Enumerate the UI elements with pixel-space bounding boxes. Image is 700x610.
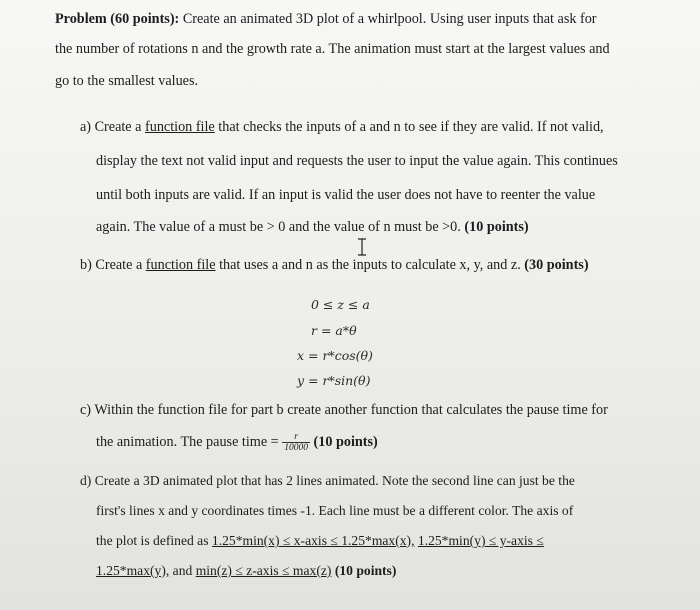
fraction-numerator: r	[282, 432, 310, 443]
part-a-line-4	[96, 218, 529, 236]
part-c-points: (10 points)	[313, 433, 378, 450]
part-a-points: (10 points)	[464, 219, 529, 235]
part-c-pause-text: the animation. The pause time =	[96, 433, 279, 450]
part-b-text-pre: Create a	[95, 257, 146, 273]
part-a-function-file-link: function file	[145, 119, 215, 135]
y-axis-definition: 1.25*min(y) ≤ y-axis ≤	[417, 533, 544, 548]
part-a-line-2: display the text not valid input and requests the user to input the value again. This continues	[96, 153, 618, 169]
part-b-text-post: that uses a and n as the inputs to calculate x, y, and z.	[215, 257, 521, 273]
part-d-label: d)	[80, 473, 92, 488]
part-c-label: c)	[80, 402, 92, 418]
part-d-and: and	[172, 563, 193, 578]
part-d-line-2: first's lines x and y coordinates times -1. Each line must be a different color. The axis of	[96, 503, 574, 518]
x-axis-definition: 1.25*min(x) ≤ x-axis ≤ 1.25*max(x),	[211, 533, 415, 548]
part-a-text-pre: Create a	[94, 119, 145, 135]
problem-intro-1: Create an animated 3D plot of a whirlpool. Using user inputs that ask for	[182, 11, 597, 27]
problem-title: Problem (60 points):	[55, 11, 180, 27]
part-c-line-2	[96, 432, 378, 453]
equation-x: x = r*cos(θ)	[297, 348, 373, 363]
part-a-line-1	[80, 118, 604, 136]
part-a-text-post: that checks the inputs of a and n to see if they are valid. If not valid,	[214, 119, 604, 135]
equation-z-range: 0 ≤ z ≤ a	[311, 297, 370, 312]
part-b-function-file-link: function file	[145, 257, 216, 273]
part-d-line-3	[96, 532, 544, 550]
equation-r: r = a*θ	[311, 323, 357, 338]
text-cursor-icon	[356, 238, 368, 256]
part-d-axis-intro: the plot is defined as	[96, 533, 209, 548]
part-d-points: (10 points)	[334, 563, 397, 578]
problem-line-2: the number of rotations n and the growth rate a. The animation must start at the largest values and	[55, 41, 610, 57]
part-d-line-1	[80, 472, 575, 490]
part-c-line-1	[80, 401, 608, 419]
part-a-line-3: until both inputs are valid. If an input is valid the user does not have to reenter the value	[96, 187, 596, 203]
z-axis-definition: min(z) ≤ z-axis ≤ max(z)	[195, 563, 332, 578]
part-c-text: Within the function file for part b create another function that calculates the pause time for	[94, 402, 608, 418]
part-d-text-1: Create a 3D animated plot that has 2 lines animated. Note the second line can just be the	[94, 473, 575, 488]
part-d-line-4	[96, 562, 396, 580]
part-b-line-1	[80, 256, 589, 274]
part-a-condition: again. The value of a must be > 0 and the value of n must be >0.	[96, 219, 461, 235]
equation-y: y = r*sin(θ)	[297, 373, 371, 388]
pause-time-fraction	[282, 432, 310, 453]
problem-line-1	[55, 10, 597, 28]
fraction-denominator: 10000	[284, 443, 308, 453]
part-a-label: a)	[80, 119, 92, 135]
part-b-label: b)	[80, 257, 92, 273]
part-b-points: (30 points)	[524, 257, 589, 273]
problem-line-3: go to the smallest values.	[55, 73, 199, 89]
y-axis-definition-cont: 1.25*max(y),	[96, 563, 170, 578]
